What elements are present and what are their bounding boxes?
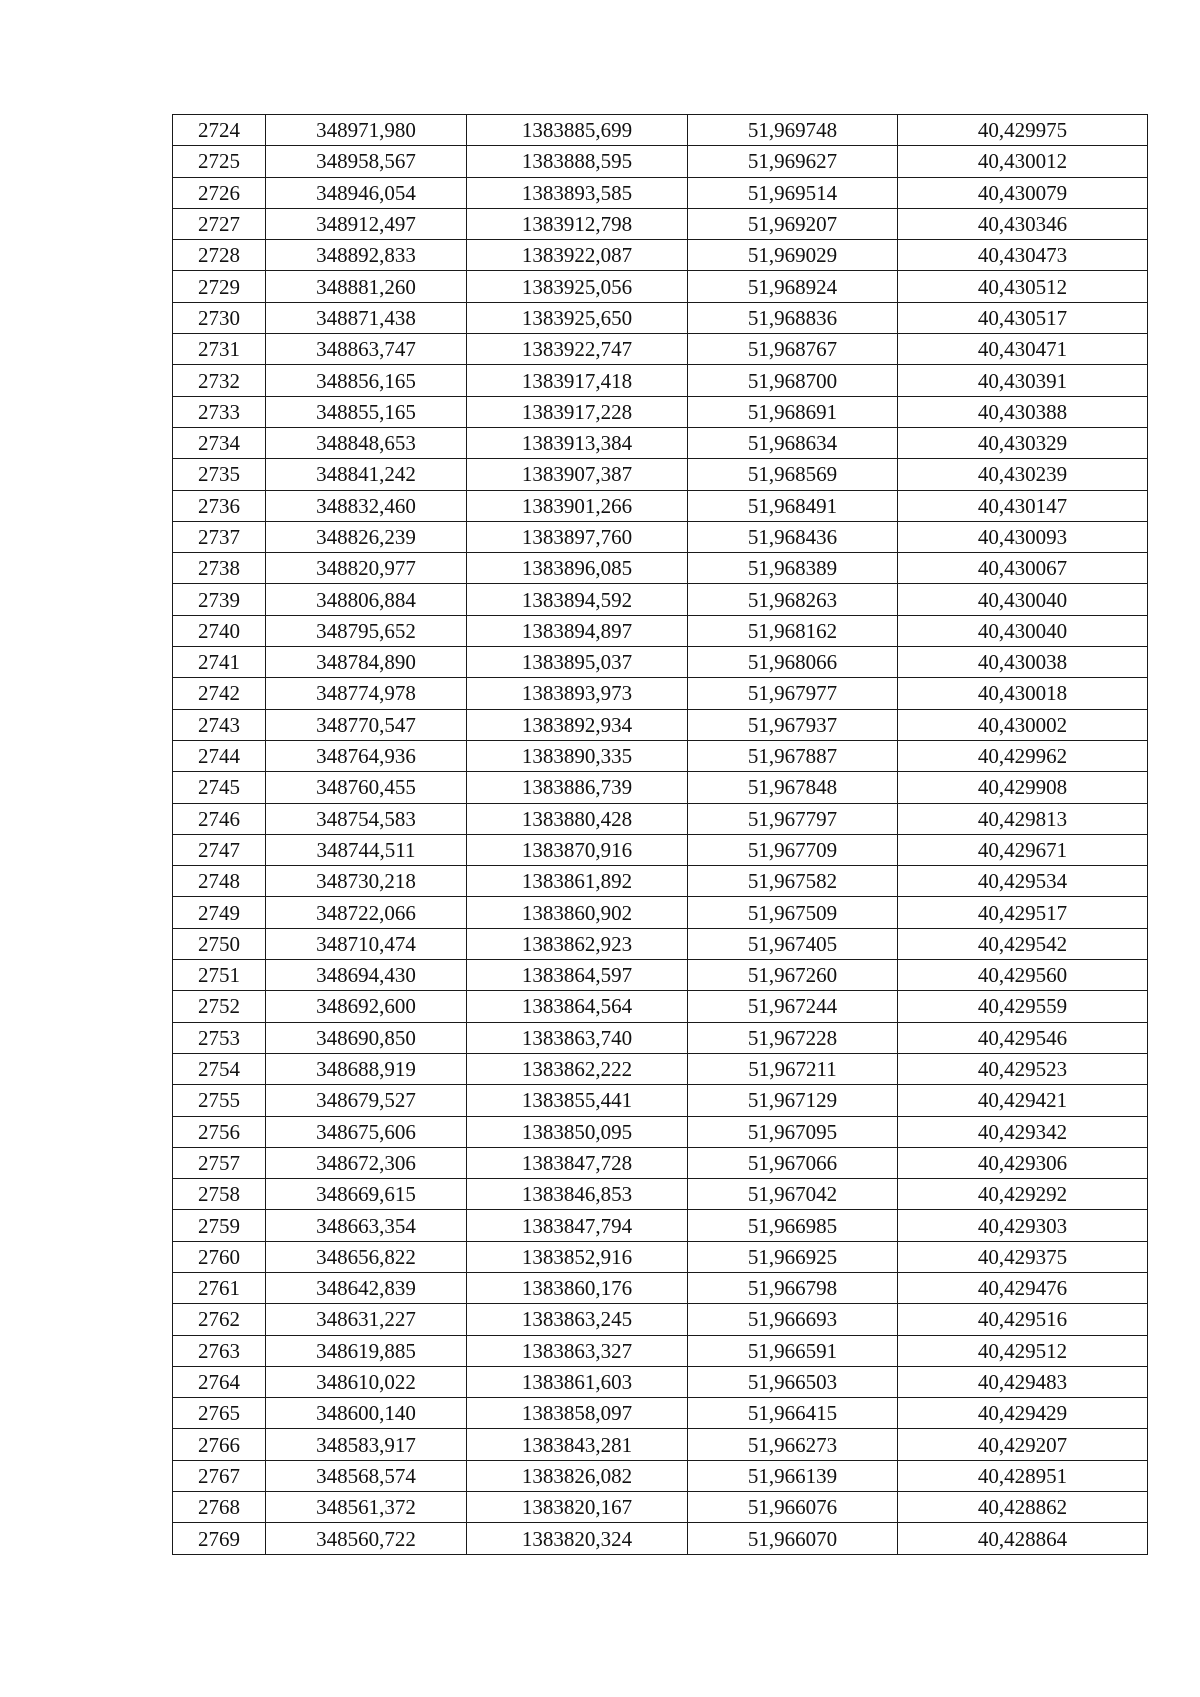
latitude-cell: 51,966139 bbox=[688, 1460, 898, 1491]
table-row bbox=[173, 897, 1148, 928]
x-coordinate-cell: 348688,919 bbox=[266, 1053, 467, 1084]
table-row bbox=[173, 740, 1148, 771]
table-row bbox=[173, 772, 1148, 803]
longitude-cell: 40,429483 bbox=[898, 1366, 1148, 1397]
y-coordinate-cell: 1383860,902 bbox=[467, 897, 688, 928]
table-row bbox=[173, 1272, 1148, 1303]
table-row bbox=[173, 647, 1148, 678]
longitude-cell: 40,429559 bbox=[898, 991, 1148, 1022]
latitude-cell: 51,966925 bbox=[688, 1241, 898, 1272]
y-coordinate-cell: 1383925,056 bbox=[467, 271, 688, 302]
longitude-cell: 40,429207 bbox=[898, 1429, 1148, 1460]
longitude-cell: 40,429962 bbox=[898, 740, 1148, 771]
table-row bbox=[173, 1398, 1148, 1429]
latitude-cell: 51,966503 bbox=[688, 1366, 898, 1397]
y-coordinate-cell: 1383913,384 bbox=[467, 427, 688, 458]
longitude-cell: 40,429813 bbox=[898, 803, 1148, 834]
longitude-cell: 40,429429 bbox=[898, 1398, 1148, 1429]
latitude-cell: 51,967848 bbox=[688, 772, 898, 803]
longitude-cell: 40,429975 bbox=[898, 115, 1148, 146]
table-row bbox=[173, 1460, 1148, 1491]
y-coordinate-cell: 1383858,097 bbox=[467, 1398, 688, 1429]
point-number-cell: 2727 bbox=[173, 208, 266, 239]
longitude-cell: 40,430517 bbox=[898, 302, 1148, 333]
x-coordinate-cell: 348871,438 bbox=[266, 302, 467, 333]
point-number-cell: 2741 bbox=[173, 647, 266, 678]
x-coordinate-cell: 348669,615 bbox=[266, 1179, 467, 1210]
latitude-cell: 51,968836 bbox=[688, 302, 898, 333]
latitude-cell: 51,967244 bbox=[688, 991, 898, 1022]
y-coordinate-cell: 1383922,087 bbox=[467, 240, 688, 271]
y-coordinate-cell: 1383863,740 bbox=[467, 1022, 688, 1053]
x-coordinate-cell: 348690,850 bbox=[266, 1022, 467, 1053]
longitude-cell: 40,430346 bbox=[898, 208, 1148, 239]
longitude-cell: 40,429306 bbox=[898, 1147, 1148, 1178]
point-number-cell: 2733 bbox=[173, 396, 266, 427]
latitude-cell: 51,968491 bbox=[688, 490, 898, 521]
table-row bbox=[173, 208, 1148, 239]
table-row bbox=[173, 521, 1148, 552]
latitude-cell: 51,967977 bbox=[688, 678, 898, 709]
latitude-cell: 51,967709 bbox=[688, 834, 898, 865]
point-number-cell: 2763 bbox=[173, 1335, 266, 1366]
table-row bbox=[173, 146, 1148, 177]
x-coordinate-cell: 348560,722 bbox=[266, 1523, 467, 1554]
table-row bbox=[173, 928, 1148, 959]
x-coordinate-cell: 348744,511 bbox=[266, 834, 467, 865]
y-coordinate-cell: 1383892,934 bbox=[467, 709, 688, 740]
longitude-cell: 40,430388 bbox=[898, 396, 1148, 427]
table-row bbox=[173, 365, 1148, 396]
latitude-cell: 51,968389 bbox=[688, 553, 898, 584]
point-number-cell: 2769 bbox=[173, 1523, 266, 1554]
latitude-cell: 51,967042 bbox=[688, 1179, 898, 1210]
table-row bbox=[173, 1241, 1148, 1272]
point-number-cell: 2748 bbox=[173, 866, 266, 897]
latitude-cell: 51,969514 bbox=[688, 177, 898, 208]
x-coordinate-cell: 348912,497 bbox=[266, 208, 467, 239]
point-number-cell: 2745 bbox=[173, 772, 266, 803]
longitude-cell: 40,430093 bbox=[898, 521, 1148, 552]
point-number-cell: 2729 bbox=[173, 271, 266, 302]
table-row bbox=[173, 709, 1148, 740]
y-coordinate-cell: 1383925,650 bbox=[467, 302, 688, 333]
y-coordinate-cell: 1383863,245 bbox=[467, 1304, 688, 1335]
longitude-cell: 40,429908 bbox=[898, 772, 1148, 803]
longitude-cell: 40,429375 bbox=[898, 1241, 1148, 1272]
latitude-cell: 51,968066 bbox=[688, 647, 898, 678]
longitude-cell: 40,430239 bbox=[898, 459, 1148, 490]
point-number-cell: 2747 bbox=[173, 834, 266, 865]
x-coordinate-cell: 348722,066 bbox=[266, 897, 467, 928]
point-number-cell: 2757 bbox=[173, 1147, 266, 1178]
point-number-cell: 2743 bbox=[173, 709, 266, 740]
latitude-cell: 51,966693 bbox=[688, 1304, 898, 1335]
point-number-cell: 2750 bbox=[173, 928, 266, 959]
x-coordinate-cell: 348679,527 bbox=[266, 1085, 467, 1116]
point-number-cell: 2731 bbox=[173, 334, 266, 365]
y-coordinate-cell: 1383895,037 bbox=[467, 647, 688, 678]
table-row bbox=[173, 490, 1148, 521]
latitude-cell: 51,968569 bbox=[688, 459, 898, 490]
table-row bbox=[173, 1085, 1148, 1116]
y-coordinate-cell: 1383861,603 bbox=[467, 1366, 688, 1397]
longitude-cell: 40,429671 bbox=[898, 834, 1148, 865]
x-coordinate-cell: 348774,978 bbox=[266, 678, 467, 709]
table-row bbox=[173, 1210, 1148, 1241]
table-row bbox=[173, 866, 1148, 897]
x-coordinate-cell: 348583,917 bbox=[266, 1429, 467, 1460]
x-coordinate-cell: 348855,165 bbox=[266, 396, 467, 427]
longitude-cell: 40,429534 bbox=[898, 866, 1148, 897]
longitude-cell: 40,430079 bbox=[898, 177, 1148, 208]
y-coordinate-cell: 1383894,592 bbox=[467, 584, 688, 615]
table-row bbox=[173, 1304, 1148, 1335]
point-number-cell: 2732 bbox=[173, 365, 266, 396]
longitude-cell: 40,430018 bbox=[898, 678, 1148, 709]
latitude-cell: 51,968436 bbox=[688, 521, 898, 552]
latitude-cell: 51,966985 bbox=[688, 1210, 898, 1241]
x-coordinate-cell: 348730,218 bbox=[266, 866, 467, 897]
latitude-cell: 51,966415 bbox=[688, 1398, 898, 1429]
x-coordinate-cell: 348694,430 bbox=[266, 960, 467, 991]
latitude-cell: 51,966591 bbox=[688, 1335, 898, 1366]
longitude-cell: 40,429476 bbox=[898, 1272, 1148, 1303]
longitude-cell: 40,429523 bbox=[898, 1053, 1148, 1084]
latitude-cell: 51,968691 bbox=[688, 396, 898, 427]
y-coordinate-cell: 1383820,167 bbox=[467, 1492, 688, 1523]
longitude-cell: 40,428951 bbox=[898, 1460, 1148, 1491]
point-number-cell: 2737 bbox=[173, 521, 266, 552]
y-coordinate-cell: 1383901,266 bbox=[467, 490, 688, 521]
point-number-cell: 2764 bbox=[173, 1366, 266, 1397]
latitude-cell: 51,967937 bbox=[688, 709, 898, 740]
table-row bbox=[173, 834, 1148, 865]
latitude-cell: 51,967228 bbox=[688, 1022, 898, 1053]
latitude-cell: 51,967582 bbox=[688, 866, 898, 897]
point-number-cell: 2724 bbox=[173, 115, 266, 146]
table-row bbox=[173, 334, 1148, 365]
y-coordinate-cell: 1383863,327 bbox=[467, 1335, 688, 1366]
longitude-cell: 40,429560 bbox=[898, 960, 1148, 991]
point-number-cell: 2744 bbox=[173, 740, 266, 771]
point-number-cell: 2766 bbox=[173, 1429, 266, 1460]
latitude-cell: 51,966070 bbox=[688, 1523, 898, 1554]
latitude-cell: 51,968634 bbox=[688, 427, 898, 458]
table-row bbox=[173, 302, 1148, 333]
latitude-cell: 51,967260 bbox=[688, 960, 898, 991]
x-coordinate-cell: 348642,839 bbox=[266, 1272, 467, 1303]
point-number-cell: 2726 bbox=[173, 177, 266, 208]
point-number-cell: 2736 bbox=[173, 490, 266, 521]
table-row bbox=[173, 1147, 1148, 1178]
longitude-cell: 40,429517 bbox=[898, 897, 1148, 928]
longitude-cell: 40,429421 bbox=[898, 1085, 1148, 1116]
point-number-cell: 2734 bbox=[173, 427, 266, 458]
point-number-cell: 2768 bbox=[173, 1492, 266, 1523]
latitude-cell: 51,967066 bbox=[688, 1147, 898, 1178]
longitude-cell: 40,430067 bbox=[898, 553, 1148, 584]
longitude-cell: 40,430512 bbox=[898, 271, 1148, 302]
y-coordinate-cell: 1383912,798 bbox=[467, 208, 688, 239]
y-coordinate-cell: 1383890,335 bbox=[467, 740, 688, 771]
x-coordinate-cell: 348863,747 bbox=[266, 334, 467, 365]
x-coordinate-cell: 348946,054 bbox=[266, 177, 467, 208]
y-coordinate-cell: 1383864,597 bbox=[467, 960, 688, 991]
x-coordinate-cell: 348754,583 bbox=[266, 803, 467, 834]
table-row bbox=[173, 584, 1148, 615]
point-number-cell: 2759 bbox=[173, 1210, 266, 1241]
longitude-cell: 40,430038 bbox=[898, 647, 1148, 678]
x-coordinate-cell: 348841,242 bbox=[266, 459, 467, 490]
table-row bbox=[173, 427, 1148, 458]
x-coordinate-cell: 348832,460 bbox=[266, 490, 467, 521]
y-coordinate-cell: 1383888,595 bbox=[467, 146, 688, 177]
table-row bbox=[173, 678, 1148, 709]
x-coordinate-cell: 348610,022 bbox=[266, 1366, 467, 1397]
y-coordinate-cell: 1383870,916 bbox=[467, 834, 688, 865]
point-number-cell: 2730 bbox=[173, 302, 266, 333]
x-coordinate-cell: 348806,884 bbox=[266, 584, 467, 615]
longitude-cell: 40,428864 bbox=[898, 1523, 1148, 1554]
y-coordinate-cell: 1383862,222 bbox=[467, 1053, 688, 1084]
longitude-cell: 40,429342 bbox=[898, 1116, 1148, 1147]
y-coordinate-cell: 1383917,418 bbox=[467, 365, 688, 396]
point-number-cell: 2735 bbox=[173, 459, 266, 490]
longitude-cell: 40,430471 bbox=[898, 334, 1148, 365]
table-row bbox=[173, 553, 1148, 584]
table-row bbox=[173, 1179, 1148, 1210]
point-number-cell: 2767 bbox=[173, 1460, 266, 1491]
x-coordinate-cell: 348958,567 bbox=[266, 146, 467, 177]
longitude-cell: 40,430329 bbox=[898, 427, 1148, 458]
y-coordinate-cell: 1383862,923 bbox=[467, 928, 688, 959]
longitude-cell: 40,429303 bbox=[898, 1210, 1148, 1241]
point-number-cell: 2739 bbox=[173, 584, 266, 615]
y-coordinate-cell: 1383880,428 bbox=[467, 803, 688, 834]
y-coordinate-cell: 1383850,095 bbox=[467, 1116, 688, 1147]
x-coordinate-cell: 348848,653 bbox=[266, 427, 467, 458]
table-row bbox=[173, 1429, 1148, 1460]
latitude-cell: 51,966798 bbox=[688, 1272, 898, 1303]
point-number-cell: 2725 bbox=[173, 146, 266, 177]
x-coordinate-cell: 348784,890 bbox=[266, 647, 467, 678]
latitude-cell: 51,969029 bbox=[688, 240, 898, 271]
longitude-cell: 40,430040 bbox=[898, 584, 1148, 615]
longitude-cell: 40,428862 bbox=[898, 1492, 1148, 1523]
x-coordinate-cell: 348663,354 bbox=[266, 1210, 467, 1241]
y-coordinate-cell: 1383894,897 bbox=[467, 615, 688, 646]
longitude-cell: 40,430040 bbox=[898, 615, 1148, 646]
point-number-cell: 2760 bbox=[173, 1241, 266, 1272]
x-coordinate-cell: 348710,474 bbox=[266, 928, 467, 959]
table-row bbox=[173, 177, 1148, 208]
x-coordinate-cell: 348795,652 bbox=[266, 615, 467, 646]
point-number-cell: 2749 bbox=[173, 897, 266, 928]
x-coordinate-cell: 348561,372 bbox=[266, 1492, 467, 1523]
longitude-cell: 40,429292 bbox=[898, 1179, 1148, 1210]
longitude-cell: 40,430002 bbox=[898, 709, 1148, 740]
table-row bbox=[173, 615, 1148, 646]
table-row bbox=[173, 1335, 1148, 1366]
y-coordinate-cell: 1383860,176 bbox=[467, 1272, 688, 1303]
latitude-cell: 51,967405 bbox=[688, 928, 898, 959]
x-coordinate-cell: 348760,455 bbox=[266, 772, 467, 803]
table-row bbox=[173, 1523, 1148, 1554]
table-row bbox=[173, 459, 1148, 490]
point-number-cell: 2755 bbox=[173, 1085, 266, 1116]
latitude-cell: 51,969627 bbox=[688, 146, 898, 177]
point-number-cell: 2762 bbox=[173, 1304, 266, 1335]
longitude-cell: 40,430147 bbox=[898, 490, 1148, 521]
x-coordinate-cell: 348692,600 bbox=[266, 991, 467, 1022]
latitude-cell: 51,968924 bbox=[688, 271, 898, 302]
longitude-cell: 40,429512 bbox=[898, 1335, 1148, 1366]
y-coordinate-cell: 1383826,082 bbox=[467, 1460, 688, 1491]
x-coordinate-cell: 348631,227 bbox=[266, 1304, 467, 1335]
y-coordinate-cell: 1383846,853 bbox=[467, 1179, 688, 1210]
latitude-cell: 51,967797 bbox=[688, 803, 898, 834]
latitude-cell: 51,966076 bbox=[688, 1492, 898, 1523]
x-coordinate-cell: 348770,547 bbox=[266, 709, 467, 740]
point-number-cell: 2756 bbox=[173, 1116, 266, 1147]
point-number-cell: 2761 bbox=[173, 1272, 266, 1303]
point-number-cell: 2746 bbox=[173, 803, 266, 834]
table-row bbox=[173, 271, 1148, 302]
y-coordinate-cell: 1383896,085 bbox=[467, 553, 688, 584]
y-coordinate-cell: 1383855,441 bbox=[467, 1085, 688, 1116]
y-coordinate-cell: 1383864,564 bbox=[467, 991, 688, 1022]
y-coordinate-cell: 1383843,281 bbox=[467, 1429, 688, 1460]
y-coordinate-cell: 1383897,760 bbox=[467, 521, 688, 552]
longitude-cell: 40,430012 bbox=[898, 146, 1148, 177]
latitude-cell: 51,967887 bbox=[688, 740, 898, 771]
latitude-cell: 51,969748 bbox=[688, 115, 898, 146]
x-coordinate-cell: 348675,606 bbox=[266, 1116, 467, 1147]
table-row bbox=[173, 1053, 1148, 1084]
coordinates-table bbox=[172, 114, 1148, 1555]
latitude-cell: 51,967095 bbox=[688, 1116, 898, 1147]
point-number-cell: 2751 bbox=[173, 960, 266, 991]
longitude-cell: 40,430391 bbox=[898, 365, 1148, 396]
latitude-cell: 51,967129 bbox=[688, 1085, 898, 1116]
y-coordinate-cell: 1383847,728 bbox=[467, 1147, 688, 1178]
x-coordinate-cell: 348826,239 bbox=[266, 521, 467, 552]
longitude-cell: 40,429546 bbox=[898, 1022, 1148, 1053]
point-number-cell: 2738 bbox=[173, 553, 266, 584]
latitude-cell: 51,968162 bbox=[688, 615, 898, 646]
table-row bbox=[173, 960, 1148, 991]
table-row bbox=[173, 1492, 1148, 1523]
y-coordinate-cell: 1383847,794 bbox=[467, 1210, 688, 1241]
latitude-cell: 51,968263 bbox=[688, 584, 898, 615]
table-row bbox=[173, 1116, 1148, 1147]
x-coordinate-cell: 348764,936 bbox=[266, 740, 467, 771]
y-coordinate-cell: 1383885,699 bbox=[467, 115, 688, 146]
longitude-cell: 40,429516 bbox=[898, 1304, 1148, 1335]
table-row bbox=[173, 115, 1148, 146]
coordinates-table-body bbox=[173, 115, 1148, 1555]
point-number-cell: 2753 bbox=[173, 1022, 266, 1053]
y-coordinate-cell: 1383893,585 bbox=[467, 177, 688, 208]
y-coordinate-cell: 1383893,973 bbox=[467, 678, 688, 709]
table-row bbox=[173, 1366, 1148, 1397]
x-coordinate-cell: 348820,977 bbox=[266, 553, 467, 584]
y-coordinate-cell: 1383922,747 bbox=[467, 334, 688, 365]
point-number-cell: 2758 bbox=[173, 1179, 266, 1210]
y-coordinate-cell: 1383861,892 bbox=[467, 866, 688, 897]
x-coordinate-cell: 348856,165 bbox=[266, 365, 467, 396]
table-row bbox=[173, 991, 1148, 1022]
table-row bbox=[173, 396, 1148, 427]
point-number-cell: 2740 bbox=[173, 615, 266, 646]
longitude-cell: 40,429542 bbox=[898, 928, 1148, 959]
table-row bbox=[173, 240, 1148, 271]
y-coordinate-cell: 1383820,324 bbox=[467, 1523, 688, 1554]
y-coordinate-cell: 1383852,916 bbox=[467, 1241, 688, 1272]
longitude-cell: 40,430473 bbox=[898, 240, 1148, 271]
x-coordinate-cell: 348619,885 bbox=[266, 1335, 467, 1366]
point-number-cell: 2765 bbox=[173, 1398, 266, 1429]
table-row bbox=[173, 803, 1148, 834]
latitude-cell: 51,968767 bbox=[688, 334, 898, 365]
point-number-cell: 2754 bbox=[173, 1053, 266, 1084]
x-coordinate-cell: 348656,822 bbox=[266, 1241, 467, 1272]
x-coordinate-cell: 348568,574 bbox=[266, 1460, 467, 1491]
latitude-cell: 51,968700 bbox=[688, 365, 898, 396]
x-coordinate-cell: 348672,306 bbox=[266, 1147, 467, 1178]
x-coordinate-cell: 348892,833 bbox=[266, 240, 467, 271]
y-coordinate-cell: 1383886,739 bbox=[467, 772, 688, 803]
point-number-cell: 2728 bbox=[173, 240, 266, 271]
latitude-cell: 51,969207 bbox=[688, 208, 898, 239]
point-number-cell: 2742 bbox=[173, 678, 266, 709]
latitude-cell: 51,966273 bbox=[688, 1429, 898, 1460]
latitude-cell: 51,967509 bbox=[688, 897, 898, 928]
y-coordinate-cell: 1383917,228 bbox=[467, 396, 688, 427]
table-row bbox=[173, 1022, 1148, 1053]
x-coordinate-cell: 348600,140 bbox=[266, 1398, 467, 1429]
y-coordinate-cell: 1383907,387 bbox=[467, 459, 688, 490]
x-coordinate-cell: 348971,980 bbox=[266, 115, 467, 146]
point-number-cell: 2752 bbox=[173, 991, 266, 1022]
x-coordinate-cell: 348881,260 bbox=[266, 271, 467, 302]
latitude-cell: 51,967211 bbox=[688, 1053, 898, 1084]
